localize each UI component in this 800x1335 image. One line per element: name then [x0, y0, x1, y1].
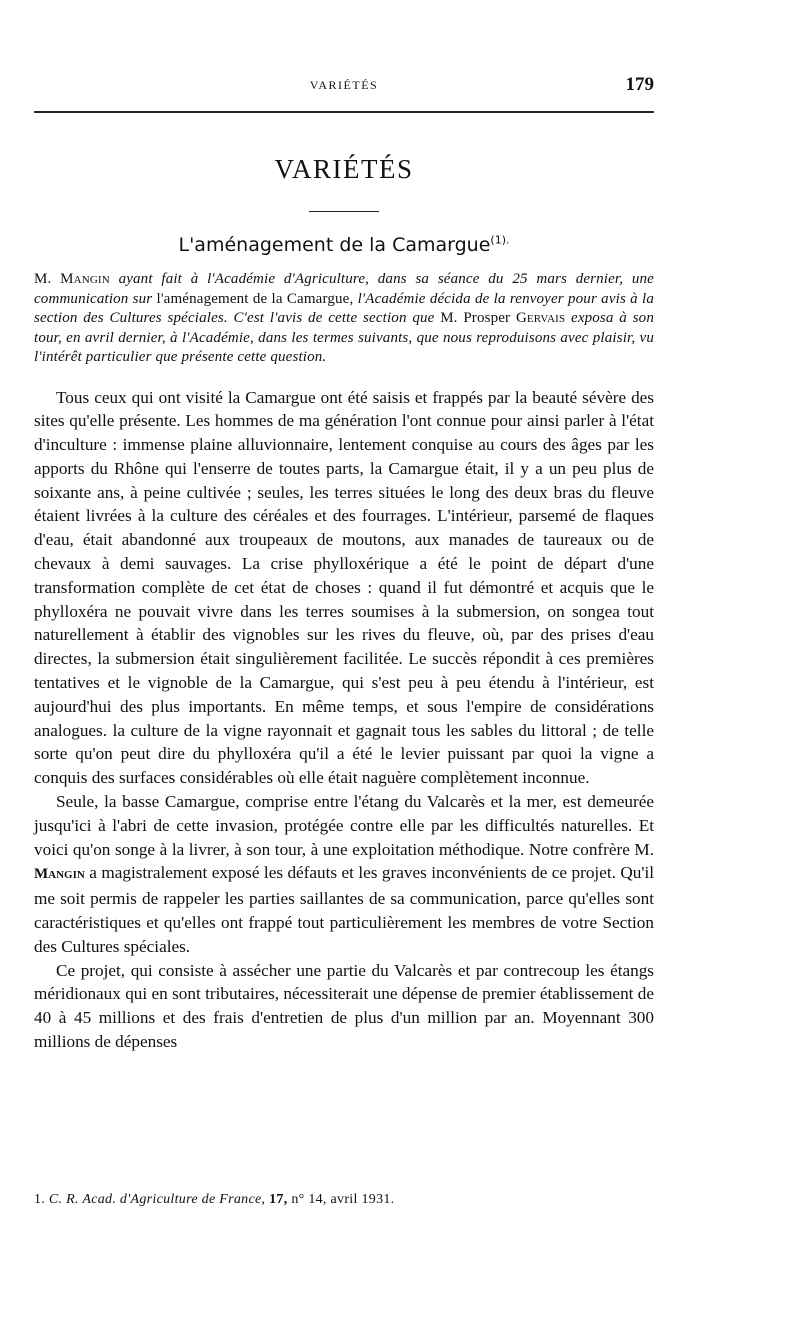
header-rule — [34, 111, 654, 113]
intro-paragraph — [34, 270, 654, 368]
author-name: Gervais — [515, 310, 566, 326]
running-head — [34, 0, 654, 112]
author-name: Mangin — [60, 271, 110, 287]
intro-text: l'aménagement de la Camargue, — [156, 290, 354, 307]
intro-text: exposa à son tour, en avril dernier, à l'Académie, dans les termes suivants, que nous reproduisons avec plaisir, vu l'intérêt particulier que présente cette question. — [34, 310, 654, 365]
body-paragraph: Tous ceux qui ont visité la Camargue ont été saisis et frappés par la beauté sévère des sites qu'elle présente. Les hommes de ma génération l'ont connue pour ainsi parler à l'état d'inculture : immense plaine alluvionnaire, lentement conquise au cours des âges par les apports du Rhône qui l'enserre de toutes parts, la Camargue était, il y a un peu plus de soixante ans, à peine cultivée ; seules, les terres situées le long des deux bras du fleuve étaient livrées à la culture des céréales et des fourrages. L'intérieur, parsemé de flaques d'eau, était abandonné aux troupeaux de moutons, aux manades de taureaux ou de chevaux à demi sauvages. La crise phylloxérique a été le point de départ d'une transformation complète de cet état de choses : quand il fut démontré et acquis que le phylloxéra ne pouvait vivre dans les terres soumises à la submersion, on songea tout naturellement à établir des vignobles sur les rives du fleuve, où, par des prises d'eau directes, la submersion était singulièrement facilitée. Le succès répondit à ces premières tentatives et le vignoble de la Camargue, qui s'est peu à peu étendu à l'intérieur, est aujourd'hui des plus importants. En même temps, et sous l'empire de considérations analogues. la culture de la vigne rayonnait et gagnait tous les sables du littoral ; de telle sorte qu'on peut dire du phylloxéra qu'il a été le levier puissant par quoi la vigne a conquis des surfaces considérables où elle était naguère complètement inconnue. — [34, 387, 654, 788]
footnote-number: 1. — [34, 1192, 46, 1207]
footnote-ref-text: C. R. Acad. d'Agriculture de France, — [48, 1192, 266, 1207]
title-rule — [309, 211, 379, 212]
author-name: Mangin — [34, 866, 85, 883]
body-text: a magistralement exposé les défauts et les graves inconvénients de ce projet. Qu'il me soit permis de rappeler les parties saillantes de sa communication, parce qu'elles sont caractéristiques et qu'elles ont frappé tout particulièrement les membres de votre Section des Cultures spéciales. — [34, 863, 654, 956]
intro-text: M. — [34, 271, 52, 287]
body-paragraph: Ce projet, qui consiste à assécher une partie du Valcarès et par contrecoup les étangs méridionaux qui en sont tributaires, nécessiterait une dépense de premier établissement de 40 à 45 millions et des frais d'entretien de plus d'un million par an. Moyennant 300 millions de dépenses — [34, 960, 654, 1052]
footnote-ref: (1). — [490, 233, 510, 247]
article-title — [34, 234, 654, 256]
footnote-details: n° 14, avril 1931. — [291, 1192, 395, 1207]
page — [34, 0, 655, 1207]
body-text: Seule, la basse Camargue, comprise entre l'étang du Valcarès et la mer, est demeurée jusqu'ici à l'abri de cette invasion, protégée contre elle par les difficultés naturelles. Et voici qu'on songe à la livrer, à son tour, à une exploitation méthodique. Notre confrère M. — [34, 792, 654, 859]
intro-text: M. Prosper — [440, 310, 511, 326]
section-title: VARIÉTÉS — [274, 154, 414, 184]
body-paragraph — [34, 790, 654, 959]
article-body — [34, 386, 654, 1054]
article-title-text: L'aménagement de la Camargue — [178, 234, 491, 256]
footnote — [34, 1192, 654, 1208]
footnote-volume: 17, — [269, 1192, 288, 1207]
intro-text: l'Académie décida de la renvoyer pour avis à la section des Cultures spéciales. C'est l'avis de cette section que — [34, 290, 655, 326]
running-title: VARIÉTÉS — [309, 78, 379, 92]
intro-text: ayant fait à l'Académie d'Agriculture, dans sa séance du 25 mars dernier, une communication sur — [34, 271, 654, 307]
page-number: 179 — [625, 74, 654, 95]
